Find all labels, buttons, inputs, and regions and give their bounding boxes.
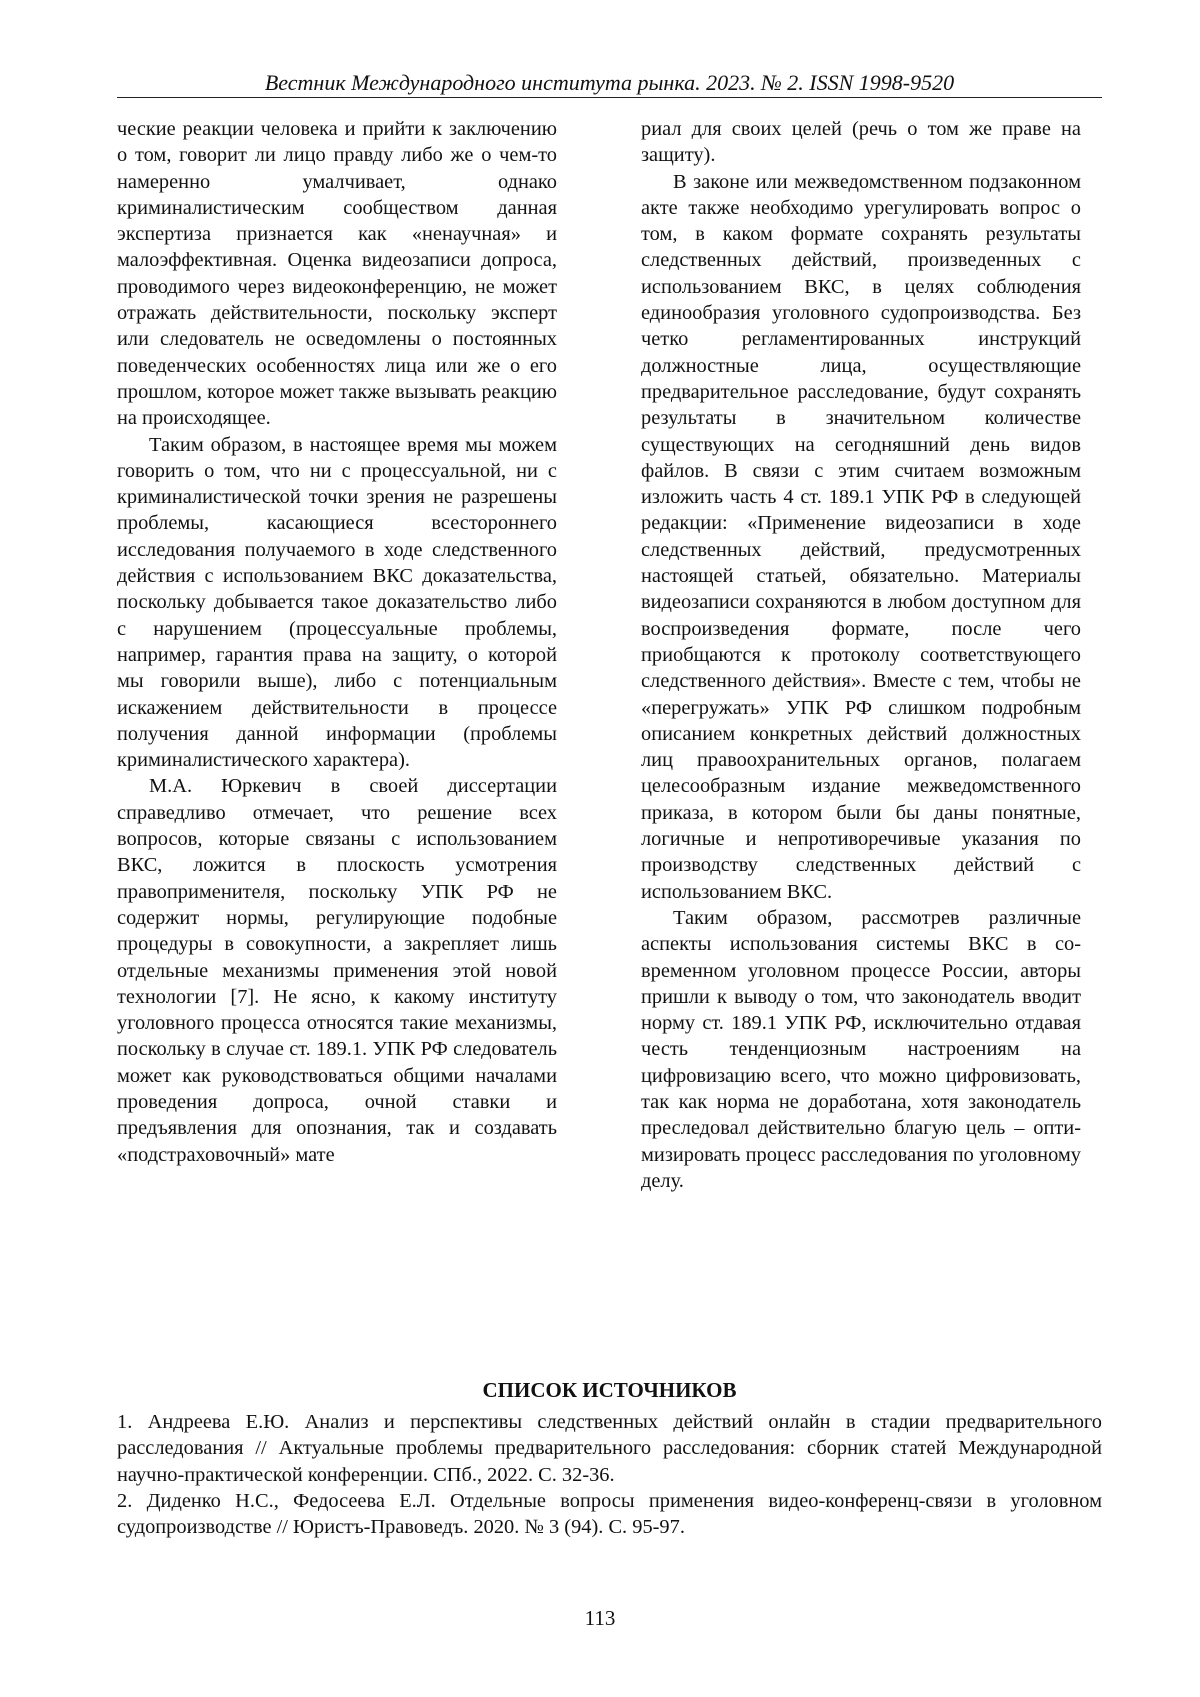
references-title: СПИСОК ИСТОЧНИКОВ xyxy=(117,1377,1102,1403)
left-paragraph-3: М.А. Юркевич в своей диссертации справедливо отмечает, что решение всех вопросов, которые связаны с использова­нием ВКС, ложится в плоскость усмотре­ния правоприменителя, поскольку УПК РФ не содержит нормы, регулирующие подобные процедуры в совокупности, а закрепляет лишь отдельные механизмы применения этой новой технологии [7]. Не ясно, к какому институту уголовного про­цесса относятся такие механизмы, по­скольку в случае ст. 189.1. УПК РФ следо­ватель может как руководствоваться об­щими началами проведения допроса, оч­ной ставки и предъявления для опознания, так и создавать «подстраховочный» мате­ xyxy=(117,773,557,1167)
left-column xyxy=(117,116,557,1168)
right-paragraph-3: Таким образом, рассмотрев различные аспекты использования системы ВКС в со­временном уголовном процессе России, авторы пришли к выводу о том, что зако­нодатель вводит норму ст. 189.1 УПК РФ, исключительно отдавая честь тенденциоз­ным настроениям на цифровизацию всего, что можно цифровизовать, так как норма не доработана, хотя законодатель пресле­довал действительно благую цель – опти­мизировать процесс расследования по уго­ловному делу. xyxy=(641,905,1081,1194)
header-rule xyxy=(117,97,1102,98)
right-paragraph-2: В законе или межведомственном подза­конном акте также необходимо урегулиро­вать вопрос о том, в каком формате сохра­нять результаты следственных действий, произведенных с использованием ВКС, в целях соблюдения единообразия уголовно­го судопроизводства. Без четко регламен­тированных инструкций должностные ли­ца, осуществляющие предварительное рас­следование, будут сохранять результаты в значительном количестве существующих на сегодняшний день видов файлов. В свя­зи с этим считаем возможным изложить часть 4 ст. 189.1 УПК РФ в следующей ре­дакции: «Применение видеозаписи в ходе следственных действий, предусмотренных настоящей статьей, обязательно. Материа­лы видеозаписи сохраняются в любом дос­тупном для воспроизведения формате, по­сле чего приобщаются к протоколу соот­ветствующего следственного действия». Вместе с тем, чтобы не «перегружать» УПК РФ слишком подробным описанием конкретных действий должностных лиц правоохранительных органов, полагаем целесообразным издание межведомствен­ного приказа, в котором были бы даны по­нятные, логичные и непротиворечивые указания по производству следственных действий с использованием ВКС. xyxy=(641,169,1081,905)
right-column xyxy=(641,116,1081,1194)
page-number: 113 xyxy=(0,1606,1200,1631)
reference-item: 1. Андреева Е.Ю. Анализ и перспективы следственных действий онлайн в стадии предвари­тельного расследования // Актуальные проблемы предварительного расследования: сборник статей Международной научно-практической конференции. СПб., 2022. С. 32-36. xyxy=(117,1409,1102,1488)
reference-item: 2. Диденко Н.С., Федосеева Е.Л. Отдельные вопросы применения видео-конференц-связи в уголовном судопроизводстве // Юристъ-Правоведъ. 2020. № 3 (94). С. 95-97. xyxy=(117,1488,1102,1541)
right-paragraph-1: риал для своих целей (речь о том же праве на защиту). xyxy=(641,116,1081,169)
left-paragraph-1: ческие реакции человека и прийти к за­ключению о том, говорит ли лицо правду либо же о чем-то намеренно умалчивает, однако криминалистическим сообществом данная экспертиза признается как «нена­учная» и малоэффективная. Оценка видео­записи допроса, проводимого через видео­конференцию, не может отражать действи­тельности, поскольку эксперт или следова­тель не осведомлены о постоянных пове­денческих особенностях лица или же о его прошлом, которое может также вызывать реакцию на происходящее. xyxy=(117,116,557,432)
journal-header: Вестник Международного института рынка. 2023. № 2. ISSN 1998-9520 xyxy=(117,70,1102,96)
left-paragraph-2: Таким образом, в настоящее время мы можем говорить о том, что ни с процессу­альной, ни с криминалистической точки зрения не разрешены проблемы, касаю­щиеся всестороннего исследования полу­чаемого в ходе следственного действия с использованием ВКС доказательства, по­скольку добывается такое доказательство либо с нарушением (процессуальные про­блемы, например, гарантия права на защи­ту, о которой мы говорили выше), либо с потенциальным искажением действитель­ности в процессе получения данной ин­формации (проблемы криминалистическо­го характера). xyxy=(117,432,557,774)
references-list xyxy=(117,1409,1102,1540)
